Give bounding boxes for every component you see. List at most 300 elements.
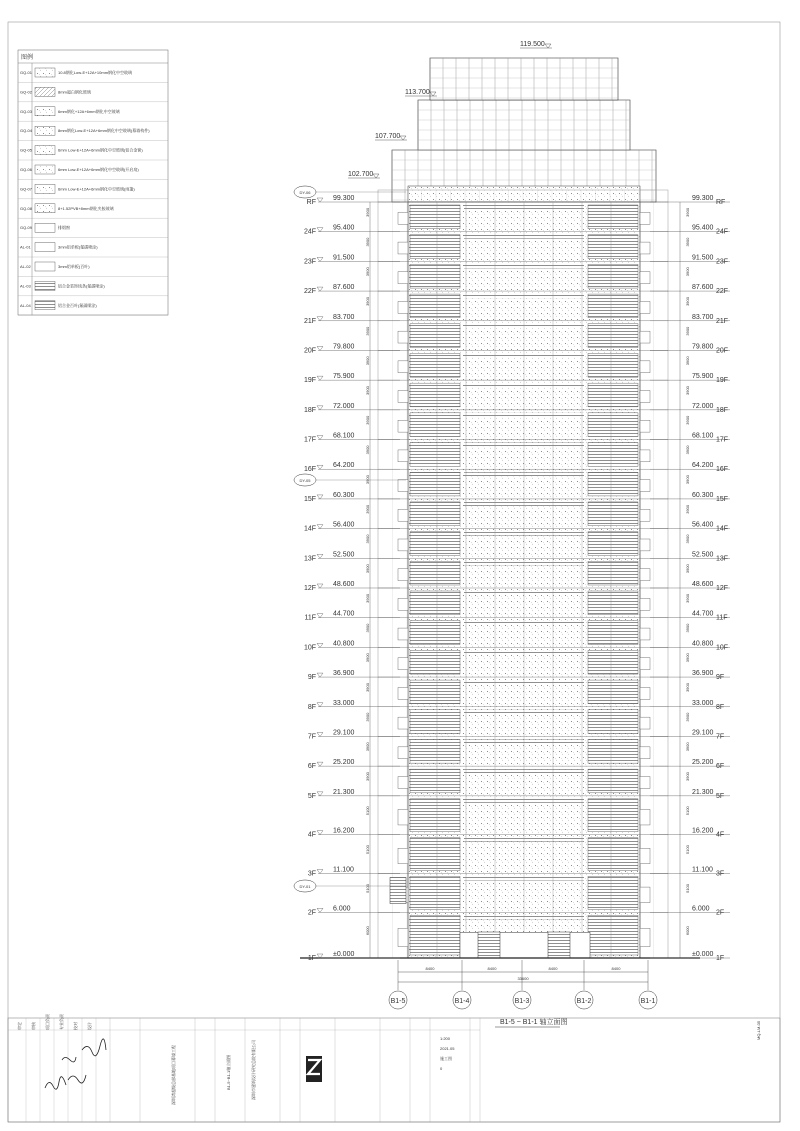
legend-swatch [35, 281, 55, 290]
level-value-right: 72.000 [692, 402, 714, 410]
louver-panel [410, 799, 460, 832]
legend-code: GQ-08 [20, 205, 33, 211]
floor-label-left: 12F [303, 584, 316, 592]
louver-panel [410, 264, 460, 288]
story-height-left: 3900 [365, 445, 370, 455]
level-value-left: 75.900 [333, 373, 355, 381]
louver-panel [410, 443, 460, 467]
legend-text: 10.8钢化Low-E+12A+10mm钢化中空玻璃 [58, 70, 133, 75]
level-value-right: 40.800 [692, 640, 714, 648]
louver-panel [410, 532, 460, 556]
floor-label-left: 16F [303, 466, 316, 474]
story-height-right: 3900 [685, 683, 690, 692]
span-dim: 8400 [487, 966, 497, 971]
legend-text: 6mm Low-E+12A+6mm钢化中空玻璃(雨篷) [58, 186, 135, 192]
floor-label-right: 7F [716, 733, 725, 741]
floor-label-right: 6F [716, 763, 725, 771]
story-height-left: 3900 [365, 534, 370, 544]
level-triangle [317, 703, 323, 707]
level-value-right: 52.500 [692, 551, 714, 559]
axis-label: B1-2 [576, 998, 592, 1005]
level-value-right: ±0.000 [692, 951, 714, 958]
story-height-left: 3900 [365, 207, 370, 217]
story-height-right: 3900 [685, 742, 690, 752]
level-value-right: 56.400 [692, 521, 714, 529]
crown-tier [430, 58, 618, 100]
level-value-right: 44.700 [692, 610, 714, 618]
level-value-left: 83.700 [333, 313, 355, 321]
floor-label-left: 7F [307, 733, 316, 741]
level-value-right: 21.300 [692, 788, 714, 796]
louver-panel [410, 383, 460, 407]
louver-panel [410, 294, 460, 318]
level-triangle [400, 136, 406, 140]
legend-code: AL-01 [20, 244, 31, 250]
floor-label-right: 2F [716, 909, 725, 917]
date: 2021.05 [440, 1046, 455, 1051]
legend-swatch [35, 126, 55, 135]
sheet-drawing-name: B1-5~B1-1轴立面图 [226, 1054, 231, 1090]
level-triangle [317, 673, 323, 677]
louver-panel [410, 680, 460, 704]
level-value-left: 11.100 [333, 866, 354, 874]
louver-panel [410, 353, 460, 377]
louver-panel [410, 838, 460, 871]
louver-panel [410, 472, 460, 496]
role-label: 专业负责 [59, 1014, 64, 1030]
level-triangle [317, 554, 323, 558]
louver-panel [588, 235, 638, 259]
level-value-right: 79.800 [692, 343, 714, 351]
story-height-left: 5100 [365, 845, 370, 855]
legend-swatch [35, 184, 55, 193]
story-height-left: 5100 [365, 884, 370, 893]
story-height-right: 5100 [685, 884, 690, 893]
level-triangle [317, 228, 323, 232]
level-value-left: 40.800 [333, 640, 355, 648]
floor-label-left: 17F [303, 436, 316, 444]
story-height-right: 3900 [685, 267, 690, 277]
story-height-right: 3900 [685, 593, 690, 603]
story-height-right: 3900 [685, 623, 690, 633]
legend-code: GQ-09 [20, 225, 33, 231]
level-value-left: 56.400 [333, 521, 355, 529]
legend-code: GQ-07 [20, 186, 33, 192]
floor-label-left: 15F [303, 495, 316, 503]
floor-label-left: 19F [303, 377, 316, 385]
level-value-right: 95.400 [692, 224, 714, 232]
story-height-right: 3900 [685, 326, 690, 336]
level-value-right: 11.100 [692, 866, 713, 874]
floor-label-right: 21F [716, 317, 729, 325]
legend-text: 8mm钢化Low-E+12A+6mm钢化中空玻璃(幕墙构件) [58, 128, 150, 134]
louver-panel [588, 838, 638, 871]
story-height-left: 3900 [365, 742, 370, 752]
floor-label-left: 13F [303, 555, 316, 563]
building-crown [392, 58, 656, 202]
axis-label: B1-4 [454, 998, 470, 1005]
legend-code: AL-02 [20, 264, 31, 269]
louver-panel [410, 710, 460, 734]
louver-panel [588, 472, 638, 496]
level-value-right: 36.900 [692, 670, 714, 678]
legend-title: 图例 [21, 55, 34, 61]
level-value-left: 91.500 [333, 254, 355, 262]
level-triangle [317, 465, 323, 469]
louver-panel [410, 769, 460, 793]
legend-text: 3mm铝单板(百叶) [58, 264, 90, 269]
level-value-right: 6.000 [692, 905, 710, 913]
story-height-left: 3900 [365, 504, 370, 514]
level-triangle [317, 495, 323, 499]
role-label: 设计 [87, 1022, 92, 1030]
louver-panel [588, 532, 638, 556]
legend-swatch [35, 146, 55, 155]
story-height-right: 3900 [685, 653, 690, 663]
floor-label-left: 23F [303, 258, 316, 266]
legend-code: GQ-03 [20, 108, 33, 114]
level-value-left: 68.100 [333, 432, 355, 440]
level-triangle [545, 44, 551, 48]
floor-label-right: 17F [716, 436, 729, 444]
story-height-right: 3900 [685, 356, 690, 366]
level-value-left: 52.500 [333, 551, 355, 559]
level-value-left: 16.200 [333, 827, 355, 835]
floor-label-left: 5F [307, 792, 316, 800]
level-marks-left [294, 186, 406, 962]
louver-panel [588, 353, 638, 377]
total-span-dim: 33600 [517, 976, 529, 981]
detail-marker-label: DY-06 [299, 190, 311, 195]
story-height-left: 3900 [365, 356, 370, 366]
floor-label-right: 12F [716, 584, 729, 592]
level-value-left: 87.600 [333, 284, 355, 292]
level-value-right: 75.900 [692, 373, 714, 381]
level-triangle [317, 643, 323, 647]
legend-code: GQ-06 [20, 167, 33, 172]
floor-label-right: 5F [716, 792, 725, 800]
legend-text: 6mm Low-E+12A+6mm钢化中空玻璃(铝合金窗) [58, 147, 143, 153]
story-height-left: 3900 [365, 475, 370, 485]
floor-label-right: 9F [716, 674, 725, 682]
axis-label: B1-3 [514, 998, 530, 1005]
louver-panel [588, 591, 638, 615]
axis-label: B1-1 [640, 998, 656, 1005]
louver-panel [588, 915, 638, 955]
floor-label-right: 18F [716, 406, 729, 414]
level-value-right: 16.200 [692, 827, 714, 835]
floor-label-right: 3F [716, 870, 725, 878]
louver-panel [588, 383, 638, 407]
story-height-right: 3900 [685, 772, 690, 781]
level-value-left: 72.000 [333, 402, 355, 410]
level-value-right: 25.200 [692, 759, 714, 767]
project-name: 深圳湾超级总部基地项目幕墙工程 [171, 1045, 176, 1105]
span-dim: 8400 [611, 966, 621, 971]
floor-label-left: 4F [307, 831, 316, 839]
level-value-right: 91.500 [692, 254, 714, 262]
louver-panel [588, 876, 638, 909]
level-triangle [317, 406, 323, 410]
legend-text: 8mm超白钢化玻璃 [58, 89, 91, 95]
crown-level: 113.700 [405, 89, 430, 96]
level-value-left: 95.400 [333, 224, 355, 232]
louver-panel [588, 324, 638, 348]
legend-swatch [35, 68, 55, 77]
story-height-left: 6000 [365, 926, 370, 936]
level-value-right: 99.300 [692, 195, 714, 202]
story-height-right: 3900 [685, 207, 690, 217]
floor-label-right: 24F [716, 228, 729, 236]
floor-label-left: 10F [303, 644, 316, 652]
legend-swatch [35, 87, 55, 96]
legend-code: GQ-01 [20, 70, 33, 75]
level-triangle [317, 762, 323, 766]
story-height-left: 3900 [365, 593, 370, 603]
story-height-right: 5100 [685, 806, 690, 816]
floor-label-left: 8F [307, 703, 316, 711]
entrance-door [478, 932, 500, 958]
crown-level: 107.700 [375, 133, 401, 140]
legend-swatch [35, 165, 55, 174]
floor-label-left: RF [306, 199, 316, 206]
legend-text: 铝合金百叶(氟碳喷涂) [58, 302, 97, 308]
level-triangle [317, 792, 323, 796]
floor-label-left: 14F [303, 525, 316, 533]
floor-label-right: 16F [716, 466, 729, 474]
floor-label-left: 9F [307, 674, 316, 682]
floor-label-left: 6F [307, 763, 316, 771]
louver-panel [410, 915, 460, 955]
floor-label-left: 1F [307, 955, 316, 962]
louver-panel [410, 205, 460, 229]
level-value-left: ±0.000 [333, 951, 355, 958]
floor-label-left: 3F [307, 870, 316, 878]
louver-panel [410, 502, 460, 526]
floor-label-right: 23F [716, 258, 729, 266]
story-height-right: 3900 [685, 445, 690, 455]
company-logo [306, 1056, 322, 1082]
legend-swatch [35, 223, 55, 232]
level-triangle [317, 525, 323, 529]
floor-label-right: 14F [716, 525, 729, 533]
level-value-right: 48.600 [692, 580, 714, 588]
floor-label-left: 21F [303, 317, 316, 325]
role-label: 审定 [17, 1022, 22, 1030]
floor-label-right: 1F [716, 955, 725, 962]
floor-label-left: 22F [303, 288, 316, 296]
detail-marker-label: DY-01 [299, 884, 311, 889]
sheet-no: MQ-LM-05 [756, 1020, 761, 1040]
level-value-left: 48.600 [333, 580, 355, 588]
story-height-left: 3900 [365, 297, 370, 306]
span-dim: 8400 [548, 966, 558, 971]
story-height-right: 5100 [685, 845, 690, 855]
louver-panel [588, 443, 638, 467]
louver-panel [588, 710, 638, 734]
legend-text: 8+1.52PVB+8mm钢化夹胶玻璃 [58, 205, 114, 211]
story-height-left: 3900 [365, 683, 370, 692]
level-triangle [317, 346, 323, 350]
louver-panel [588, 502, 638, 526]
story-height-left: 3900 [365, 386, 370, 395]
level-value-left: 33.000 [333, 699, 355, 707]
crown-tier [418, 100, 630, 150]
story-height-left: 3900 [365, 623, 370, 633]
detail-marker-label: DY-05 [299, 478, 311, 483]
legend-code: AL-04 [20, 302, 31, 308]
louver-panel [588, 769, 638, 793]
louver-panel [588, 413, 638, 437]
level-triangle [317, 198, 323, 202]
louver-panel [588, 680, 638, 704]
story-height-left: 3900 [365, 415, 370, 425]
story-height-left: 3900 [365, 564, 370, 574]
level-triangle [317, 831, 323, 835]
story-height-left: 5100 [365, 806, 370, 816]
louver-panel [410, 324, 460, 348]
title-block [8, 1013, 780, 1122]
role-label: 项目负责 [45, 1014, 50, 1030]
level-triangle [317, 732, 323, 736]
legend-swatch [35, 243, 55, 252]
floor-label-left: 18F [303, 406, 316, 414]
legend-code: GQ-04 [20, 128, 33, 134]
level-value-right: 60.300 [692, 491, 714, 499]
level-value-right: 29.100 [692, 729, 714, 737]
level-value-right: 87.600 [692, 284, 714, 292]
level-value-left: 29.100 [333, 729, 355, 737]
louver-panel [588, 294, 638, 318]
level-value-right: 33.000 [692, 699, 714, 707]
revision: 0 [440, 1066, 443, 1071]
louver-panel [588, 739, 638, 763]
level-triangle [317, 614, 323, 618]
level-value-left: 36.900 [333, 670, 355, 678]
story-height-left: 3900 [365, 653, 370, 663]
story-height-left: 3900 [365, 267, 370, 277]
crown-level: 102.700 [348, 171, 374, 178]
level-triangle [317, 908, 323, 912]
level-triangle [317, 317, 323, 321]
level-value-right: 68.100 [692, 432, 714, 440]
floor-label-right: 22F [716, 288, 729, 296]
legend-code: GQ-05 [20, 147, 33, 153]
floor-label-right: 19F [716, 377, 729, 385]
level-value-left: 6.000 [333, 905, 351, 913]
legend-text: 6mm Low-E+12A+6mm钢化中空玻璃(开启扇) [58, 167, 139, 172]
story-height-right: 3900 [685, 475, 690, 485]
floor-label-left: 11F [304, 614, 316, 622]
louver-panel [410, 739, 460, 763]
level-value-left: 21.300 [333, 788, 355, 796]
level-marks-right [650, 195, 730, 962]
louver-panel [588, 799, 638, 832]
story-height-right: 3900 [685, 504, 690, 514]
louver-panel [588, 264, 638, 288]
legend-swatch [35, 204, 55, 213]
story-height-right: 3900 [685, 712, 690, 722]
role-label: 校对 [73, 1022, 78, 1030]
legend-text: 排烟窗 [58, 225, 70, 231]
level-triangle [317, 287, 323, 291]
role-label: 审核 [31, 1022, 36, 1030]
story-height-left: 3900 [365, 772, 370, 781]
span-dim: 8400 [425, 966, 435, 971]
level-value-left: 79.800 [333, 343, 355, 351]
louver-panel [588, 621, 638, 645]
story-height-right: 3900 [685, 415, 690, 425]
story-height-right: 3900 [685, 297, 690, 306]
level-value-right: 83.700 [692, 313, 714, 321]
legend-text: 铝合金装饰线条(氟碳喷涂) [58, 283, 105, 289]
level-triangle [373, 174, 379, 178]
signatures [45, 1039, 106, 1089]
level-value-left: 64.200 [333, 462, 355, 470]
story-height-right: 3900 [685, 237, 690, 247]
company-name: 深圳市建筑设计研究总院有限公司 [251, 1040, 256, 1100]
level-value-left: 44.700 [333, 610, 355, 618]
floor-label-left: 24F [303, 228, 316, 236]
level-value-left: 99.300 [333, 195, 355, 202]
floor-label-right: 4F [716, 831, 725, 839]
floor-label-right: 20F [716, 347, 729, 355]
stage: 施工图 [440, 1056, 452, 1061]
floor-label-left: 20F [303, 347, 316, 355]
story-height-right: 6000 [685, 926, 690, 936]
level-triangle [317, 257, 323, 261]
louver-panel [410, 650, 460, 674]
floor-label-left: 2F [307, 909, 316, 917]
floor-label-right: 10F [716, 644, 729, 652]
story-height-left: 3900 [365, 237, 370, 247]
legend [18, 50, 168, 315]
tower-facade [300, 190, 700, 958]
story-height-left: 3900 [365, 326, 370, 336]
floor-label-right: 15F [716, 495, 729, 503]
legend-swatch [35, 301, 55, 310]
legend-swatch [35, 262, 55, 271]
floor-label-right: 13F [716, 555, 729, 563]
entrance-door [548, 932, 570, 958]
level-value-left: 60.300 [333, 491, 355, 499]
axis-grid [389, 960, 657, 1009]
story-height-right: 3900 [685, 386, 690, 395]
scale: 1:200 [440, 1036, 451, 1041]
louver-panel [588, 650, 638, 674]
axis-label: B1-5 [390, 998, 406, 1005]
floor-label-right: 11F [716, 614, 728, 622]
louver-panel [588, 205, 638, 229]
story-height-right: 3900 [685, 564, 690, 574]
level-value-right: 64.200 [692, 462, 714, 470]
louver-panel [410, 591, 460, 615]
louver-panel [410, 235, 460, 259]
louver-panel [410, 621, 460, 645]
legend-code: GQ-02 [20, 89, 33, 95]
legend-swatch [35, 107, 55, 116]
drawing-title: B1-5 ~ B1-1 轴立面图 [500, 1019, 568, 1026]
level-triangle [317, 869, 323, 873]
louver-panel [410, 561, 460, 585]
louver-panel [410, 413, 460, 437]
story-height-left: 3900 [365, 712, 370, 722]
legend-text: 3mm铝单板(氟碳喷涂) [58, 244, 98, 250]
level-triangle [317, 436, 323, 440]
level-triangle [317, 584, 323, 588]
louver-panel [410, 876, 460, 909]
level-value-left: 25.200 [333, 759, 355, 767]
